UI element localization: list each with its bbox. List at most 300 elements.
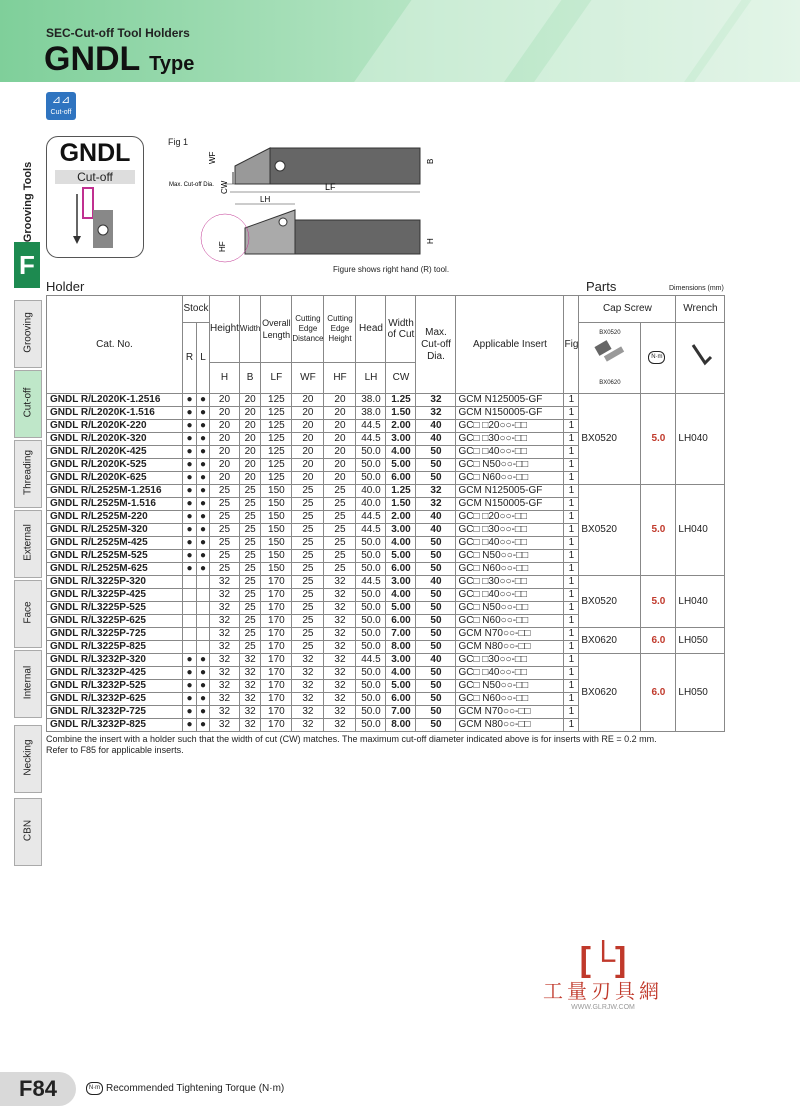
cell-insert: GC□ □30○○-□□	[456, 524, 564, 537]
cell-b: 20	[239, 433, 260, 446]
cell-cat-no: GNDL R/L2020K-425	[47, 446, 183, 459]
figure-caption: Figure shows right hand (R) tool.	[333, 265, 450, 274]
cell-insert: GC□ □30○○-□□	[456, 576, 564, 589]
cell-lh: 44.5	[356, 524, 386, 537]
header-width: Width	[239, 296, 260, 363]
cell-fig: 1	[564, 576, 579, 589]
cell-h: 32	[210, 628, 240, 641]
cell-max-dia: 50	[416, 459, 456, 472]
cell-fig: 1	[564, 407, 579, 420]
cell-insert: GC□ N60○○-□□	[456, 615, 564, 628]
header-max-cut: Max. Cut-off Dia.	[416, 296, 456, 394]
cell-stock-l: ●	[197, 524, 210, 537]
cell-torque: 6.0	[641, 628, 676, 654]
cell-cat-no: GNDL R/L2020K-220	[47, 420, 183, 433]
cell-wf: 20	[292, 407, 324, 420]
series-title: SEC-Cut-off Tool Holders	[46, 26, 190, 40]
cell-cw: 5.00	[386, 602, 416, 615]
header-wf: WF	[292, 363, 324, 394]
cell-cw: 6.00	[386, 693, 416, 706]
cell-b: 25	[239, 589, 260, 602]
cell-b: 25	[239, 641, 260, 654]
cell-stock-r: ●	[183, 680, 197, 693]
cell-cw: 1.25	[386, 485, 416, 498]
cell-cw: 3.00	[386, 433, 416, 446]
cell-lh: 50.0	[356, 615, 386, 628]
cell-cw: 2.00	[386, 511, 416, 524]
cell-h: 20	[210, 446, 240, 459]
cell-insert: GCM N70○○-□□	[456, 706, 564, 719]
cell-hf: 20	[324, 420, 356, 433]
cell-cat-no: GNDL R/L3232P-725	[47, 706, 183, 719]
cutoff-badge-icon: ⊿⊿ Cut-off	[46, 92, 76, 120]
tab-necking[interactable]: Necking	[14, 725, 42, 793]
cell-stock-l: ●	[197, 563, 210, 576]
cell-b: 32	[239, 680, 260, 693]
cell-b: 25	[239, 485, 260, 498]
cell-insert: GCM N125005-GF	[456, 394, 564, 407]
cell-wf: 25	[292, 498, 324, 511]
cell-wf: 20	[292, 459, 324, 472]
table-row	[47, 654, 725, 667]
cell-h: 32	[210, 576, 240, 589]
cell-h: 20	[210, 472, 240, 485]
cell-max-dia: 50	[416, 693, 456, 706]
header-head: Head	[356, 296, 386, 363]
cell-lh: 38.0	[356, 407, 386, 420]
cell-b: 32	[239, 719, 260, 732]
tab-threading[interactable]: Threading	[14, 440, 42, 508]
cell-lh: 40.0	[356, 498, 386, 511]
cell-max-dia: 50	[416, 537, 456, 550]
cell-hf: 32	[324, 589, 356, 602]
cell-fig: 1	[564, 524, 579, 537]
cell-h: 25	[210, 550, 240, 563]
cell-lf: 150	[261, 563, 292, 576]
wrench-icon	[685, 339, 715, 373]
cell-lh: 44.5	[356, 654, 386, 667]
cell-h: 32	[210, 589, 240, 602]
cell-h: 20	[210, 459, 240, 472]
cell-cat-no: GNDL R/L2525M-1.516	[47, 498, 183, 511]
cell-stock-r: ●	[183, 706, 197, 719]
cell-fig: 1	[564, 472, 579, 485]
cell-wf: 32	[292, 719, 324, 732]
cell-cw: 5.00	[386, 459, 416, 472]
header-cut-edge-dist: Cutting Edge Distance	[292, 296, 324, 363]
cell-stock-r: ●	[183, 563, 197, 576]
cell-b: 32	[239, 667, 260, 680]
tab-internal[interactable]: Internal	[14, 650, 42, 718]
table-row	[47, 576, 725, 589]
cell-insert: GCM N125005-GF	[456, 485, 564, 498]
torque-header-icon: N·m	[641, 323, 676, 394]
cell-fig: 1	[564, 589, 579, 602]
cell-fig: 1	[564, 693, 579, 706]
cell-hf: 25	[324, 524, 356, 537]
tool-id-name: GNDL	[59, 139, 131, 167]
header-cap-screw: Cap Screw	[579, 296, 676, 323]
cell-stock-l	[197, 602, 210, 615]
cell-fig: 1	[564, 615, 579, 628]
cell-max-dia: 40	[416, 576, 456, 589]
table-row	[47, 628, 725, 641]
cell-hf: 32	[324, 641, 356, 654]
cell-max-dia: 50	[416, 550, 456, 563]
cell-h: 25	[210, 498, 240, 511]
cell-cw: 7.00	[386, 706, 416, 719]
cell-lf: 150	[261, 485, 292, 498]
cell-cat-no: GNDL R/L3225P-320	[47, 576, 183, 589]
cell-fig: 1	[564, 446, 579, 459]
cell-h: 32	[210, 680, 240, 693]
cell-insert: GCM N80○○-□□	[456, 719, 564, 732]
cell-h: 32	[210, 706, 240, 719]
cell-hf: 32	[324, 680, 356, 693]
tab-face[interactable]: Face	[14, 580, 42, 648]
cell-stock-r: ●	[183, 667, 197, 680]
cell-wf: 20	[292, 472, 324, 485]
cell-fig: 1	[564, 641, 579, 654]
dim-lf: LF	[325, 182, 336, 192]
cell-torque: 5.0	[641, 485, 676, 576]
cell-h: 25	[210, 511, 240, 524]
cell-lf: 125	[261, 407, 292, 420]
header-width-cut: Width of Cut	[386, 296, 416, 363]
dim-cw: CW	[220, 180, 229, 194]
cell-insert: GC□ N50○○-□□	[456, 680, 564, 693]
cell-wf: 25	[292, 550, 324, 563]
cell-torque: 5.0	[641, 394, 676, 485]
cell-insert: GC□ □40○○-□□	[456, 446, 564, 459]
cell-insert: GCM N70○○-□□	[456, 628, 564, 641]
cell-h: 20	[210, 407, 240, 420]
cell-lh: 50.0	[356, 680, 386, 693]
cell-hf: 25	[324, 511, 356, 524]
cell-wf: 25	[292, 589, 324, 602]
cell-fig: 1	[564, 420, 579, 433]
cell-cat-no: GNDL R/L2525M-320	[47, 524, 183, 537]
cell-wf: 20	[292, 433, 324, 446]
header-height: Height	[210, 296, 240, 363]
tool-diagram	[165, 140, 455, 264]
cell-lh: 50.0	[356, 602, 386, 615]
dimensions-label: Dimensions (mm)	[669, 285, 724, 292]
cell-fig: 1	[564, 680, 579, 693]
cell-cat-no: GNDL R/L3232P-825	[47, 719, 183, 732]
cell-b: 25	[239, 628, 260, 641]
cell-wf: 25	[292, 511, 324, 524]
cell-b: 25	[239, 511, 260, 524]
cell-lf: 125	[261, 433, 292, 446]
cell-max-dia: 50	[416, 589, 456, 602]
cell-stock-r: ●	[183, 498, 197, 511]
cell-cap-screw: BX0620	[579, 628, 641, 654]
cell-fig: 1	[564, 433, 579, 446]
cell-b: 32	[239, 706, 260, 719]
cell-cw: 4.00	[386, 589, 416, 602]
cell-insert: GC□ N60○○-□□	[456, 693, 564, 706]
cell-stock-l: ●	[197, 472, 210, 485]
cell-lf: 125	[261, 459, 292, 472]
cell-lf: 150	[261, 550, 292, 563]
cell-lf: 170	[261, 719, 292, 732]
cell-wf: 20	[292, 446, 324, 459]
cell-cw: 1.25	[386, 394, 416, 407]
sidebar-category: Grooving Tools	[22, 161, 35, 243]
cell-stock-r: ●	[183, 693, 197, 706]
cell-cap-screw: BX0520	[579, 394, 641, 485]
cell-stock-l: ●	[197, 667, 210, 680]
cell-lh: 50.0	[356, 563, 386, 576]
cell-h: 25	[210, 563, 240, 576]
cell-hf: 20	[324, 433, 356, 446]
cell-hf: 32	[324, 615, 356, 628]
cell-cap-screw: BX0520	[579, 576, 641, 628]
cell-lf: 125	[261, 420, 292, 433]
cell-max-dia: 50	[416, 472, 456, 485]
cell-stock-r: ●	[183, 433, 197, 446]
cell-hf: 20	[324, 446, 356, 459]
cell-h: 32	[210, 615, 240, 628]
cell-b: 25	[239, 550, 260, 563]
cell-hf: 32	[324, 667, 356, 680]
torque-note	[86, 1082, 284, 1095]
cell-stock-r: ●	[183, 407, 197, 420]
cell-lh: 44.5	[356, 576, 386, 589]
cell-cap-screw: BX0520	[579, 485, 641, 576]
cell-h: 32	[210, 667, 240, 680]
cell-lh: 44.5	[356, 511, 386, 524]
cell-insert: GC□ □40○○-□□	[456, 589, 564, 602]
cell-stock-l: ●	[197, 537, 210, 550]
table-row	[47, 394, 725, 407]
cell-cw: 8.00	[386, 719, 416, 732]
cell-stock-l	[197, 589, 210, 602]
cell-wf: 32	[292, 680, 324, 693]
cell-cat-no: GNDL R/L2525M-625	[47, 563, 183, 576]
cell-stock-r: ●	[183, 459, 197, 472]
cell-lf: 125	[261, 446, 292, 459]
cell-cw: 1.50	[386, 407, 416, 420]
cell-wrench: LH040	[676, 576, 725, 628]
cell-insert: GC□ N50○○-□□	[456, 550, 564, 563]
cell-hf: 32	[324, 693, 356, 706]
cell-h: 32	[210, 693, 240, 706]
cell-lf: 150	[261, 537, 292, 550]
header-cat-no: Cat. No.	[47, 296, 183, 394]
header-lf: LF	[261, 363, 292, 394]
cap-screw-icon	[590, 339, 630, 373]
cell-hf: 25	[324, 485, 356, 498]
cell-lf: 170	[261, 693, 292, 706]
cell-wrench: LH050	[676, 628, 725, 654]
parts-label: Parts	[586, 279, 617, 294]
cell-cw: 3.00	[386, 524, 416, 537]
cell-hf: 32	[324, 628, 356, 641]
tool-id-box	[46, 136, 144, 258]
header-insert: Applicable Insert	[456, 296, 564, 394]
cell-stock-l: ●	[197, 394, 210, 407]
cell-hf: 20	[324, 407, 356, 420]
cell-wf: 32	[292, 693, 324, 706]
cell-insert: GC□ □20○○-□□	[456, 511, 564, 524]
cell-h: 25	[210, 524, 240, 537]
tab-cut-off[interactable]: Cut-off	[14, 370, 42, 438]
cell-lf: 150	[261, 511, 292, 524]
cell-max-dia: 50	[416, 667, 456, 680]
cell-insert: GC□ □40○○-□□	[456, 667, 564, 680]
cell-fig: 1	[564, 667, 579, 680]
cell-b: 25	[239, 563, 260, 576]
cell-lf: 170	[261, 680, 292, 693]
cell-h: 32	[210, 654, 240, 667]
cell-stock-l: ●	[197, 433, 210, 446]
cell-wf: 25	[292, 576, 324, 589]
cell-lh: 44.5	[356, 420, 386, 433]
badge-label: Cut-off	[50, 109, 72, 116]
cell-hf: 20	[324, 472, 356, 485]
cell-lf: 170	[261, 602, 292, 615]
cell-max-dia: 40	[416, 420, 456, 433]
cell-lh: 50.0	[356, 667, 386, 680]
torque-note-text: Recommended Tightening Torque (N·m)	[106, 1083, 285, 1095]
cell-lf: 170	[261, 615, 292, 628]
cell-cw: 4.00	[386, 446, 416, 459]
cell-lf: 170	[261, 589, 292, 602]
cell-hf: 25	[324, 498, 356, 511]
cell-lf: 125	[261, 394, 292, 407]
cell-b: 20	[239, 394, 260, 407]
cell-insert: GC□ □30○○-□□	[456, 654, 564, 667]
cell-h: 25	[210, 485, 240, 498]
cell-cat-no: GNDL R/L3232P-425	[47, 667, 183, 680]
cell-max-dia: 50	[416, 602, 456, 615]
cell-wf: 25	[292, 628, 324, 641]
cell-hf: 20	[324, 459, 356, 472]
cell-max-dia: 32	[416, 407, 456, 420]
tab-external[interactable]: External	[14, 510, 42, 578]
screw-part-bottom: BX0620	[599, 380, 621, 386]
cell-wf: 32	[292, 667, 324, 680]
header-r: R	[183, 323, 197, 394]
cell-cw: 4.00	[386, 537, 416, 550]
cell-fig: 1	[564, 394, 579, 407]
cell-lf: 170	[261, 628, 292, 641]
tab-grooving[interactable]: Grooving	[14, 300, 42, 368]
cell-hf: 32	[324, 719, 356, 732]
cell-insert: GCM N80○○-□□	[456, 641, 564, 654]
cell-hf: 20	[324, 394, 356, 407]
cell-fig: 1	[564, 602, 579, 615]
cell-insert: GC□ N60○○-□□	[456, 472, 564, 485]
cell-wrench: LH040	[676, 485, 725, 576]
header-h: H	[210, 363, 240, 394]
cell-stock-r	[183, 615, 197, 628]
cell-torque: 5.0	[641, 576, 676, 628]
cell-stock-l: ●	[197, 680, 210, 693]
cell-lh: 50.0	[356, 628, 386, 641]
cell-max-dia: 50	[416, 446, 456, 459]
dim-hf: HF	[218, 241, 227, 252]
cell-h: 20	[210, 433, 240, 446]
cell-stock-l: ●	[197, 485, 210, 498]
header-fig: Fig	[564, 296, 579, 394]
cell-max-dia: 50	[416, 680, 456, 693]
cell-wf: 20	[292, 394, 324, 407]
cell-lh: 50.0	[356, 537, 386, 550]
cell-cat-no: GNDL R/L2525M-525	[47, 550, 183, 563]
cell-insert: GC□ N60○○-□□	[456, 563, 564, 576]
note-combine: Combine the insert with a holder such that the width of cut (CW) matches. The maximum cut-off diameter indicated above is for inserts with RE = 0.2 mm.	[46, 734, 657, 744]
cell-h: 20	[210, 420, 240, 433]
header-l: L	[197, 323, 210, 394]
holder-label: Holder	[46, 279, 85, 294]
cell-stock-r: ●	[183, 446, 197, 459]
cell-insert: GCM N150005-GF	[456, 407, 564, 420]
watermark-logo	[538, 940, 668, 1011]
cell-hf: 32	[324, 602, 356, 615]
cell-stock-r: ●	[183, 550, 197, 563]
cell-wf: 25	[292, 485, 324, 498]
cell-max-dia: 32	[416, 394, 456, 407]
cell-b: 20	[239, 446, 260, 459]
cell-cw: 5.00	[386, 550, 416, 563]
cell-max-dia: 50	[416, 641, 456, 654]
cell-stock-l: ●	[197, 550, 210, 563]
cell-b: 32	[239, 654, 260, 667]
cell-stock-l: ●	[197, 719, 210, 732]
cell-fig: 1	[564, 537, 579, 550]
watermark-mark: [└]	[579, 941, 627, 979]
cell-stock-l: ●	[197, 446, 210, 459]
cell-hf: 32	[324, 654, 356, 667]
cell-cw: 6.00	[386, 472, 416, 485]
cell-lf: 170	[261, 641, 292, 654]
header-cut-edge-height: Cutting Edge Height	[324, 296, 356, 363]
cell-lf: 170	[261, 706, 292, 719]
cell-cat-no: GNDL R/L3225P-625	[47, 615, 183, 628]
cell-cat-no: GNDL R/L3232P-625	[47, 693, 183, 706]
cell-lh: 50.0	[356, 589, 386, 602]
cell-fig: 1	[564, 628, 579, 641]
cell-h: 25	[210, 537, 240, 550]
cell-lh: 50.0	[356, 472, 386, 485]
cell-lh: 44.5	[356, 433, 386, 446]
cell-lf: 125	[261, 472, 292, 485]
cell-fig: 1	[564, 654, 579, 667]
cell-cw: 3.00	[386, 576, 416, 589]
cell-max-dia: 40	[416, 654, 456, 667]
dim-b: B	[426, 158, 435, 164]
cell-b: 25	[239, 615, 260, 628]
cell-lf: 150	[261, 498, 292, 511]
cell-b: 20	[239, 459, 260, 472]
tab-cbn[interactable]: CBN	[14, 798, 42, 866]
header-b: B	[239, 363, 260, 394]
cell-cat-no: GNDL R/L3232P-320	[47, 654, 183, 667]
sidebar-letter: F	[14, 242, 40, 288]
spec-table	[46, 295, 725, 732]
cell-wf: 25	[292, 563, 324, 576]
cell-cat-no: GNDL R/L2020K-625	[47, 472, 183, 485]
cell-max-dia: 32	[416, 485, 456, 498]
cell-h: 32	[210, 719, 240, 732]
cell-max-dia: 50	[416, 628, 456, 641]
cell-insert: GC□ □40○○-□□	[456, 537, 564, 550]
cell-fig: 1	[564, 706, 579, 719]
cell-lh: 50.0	[356, 550, 386, 563]
